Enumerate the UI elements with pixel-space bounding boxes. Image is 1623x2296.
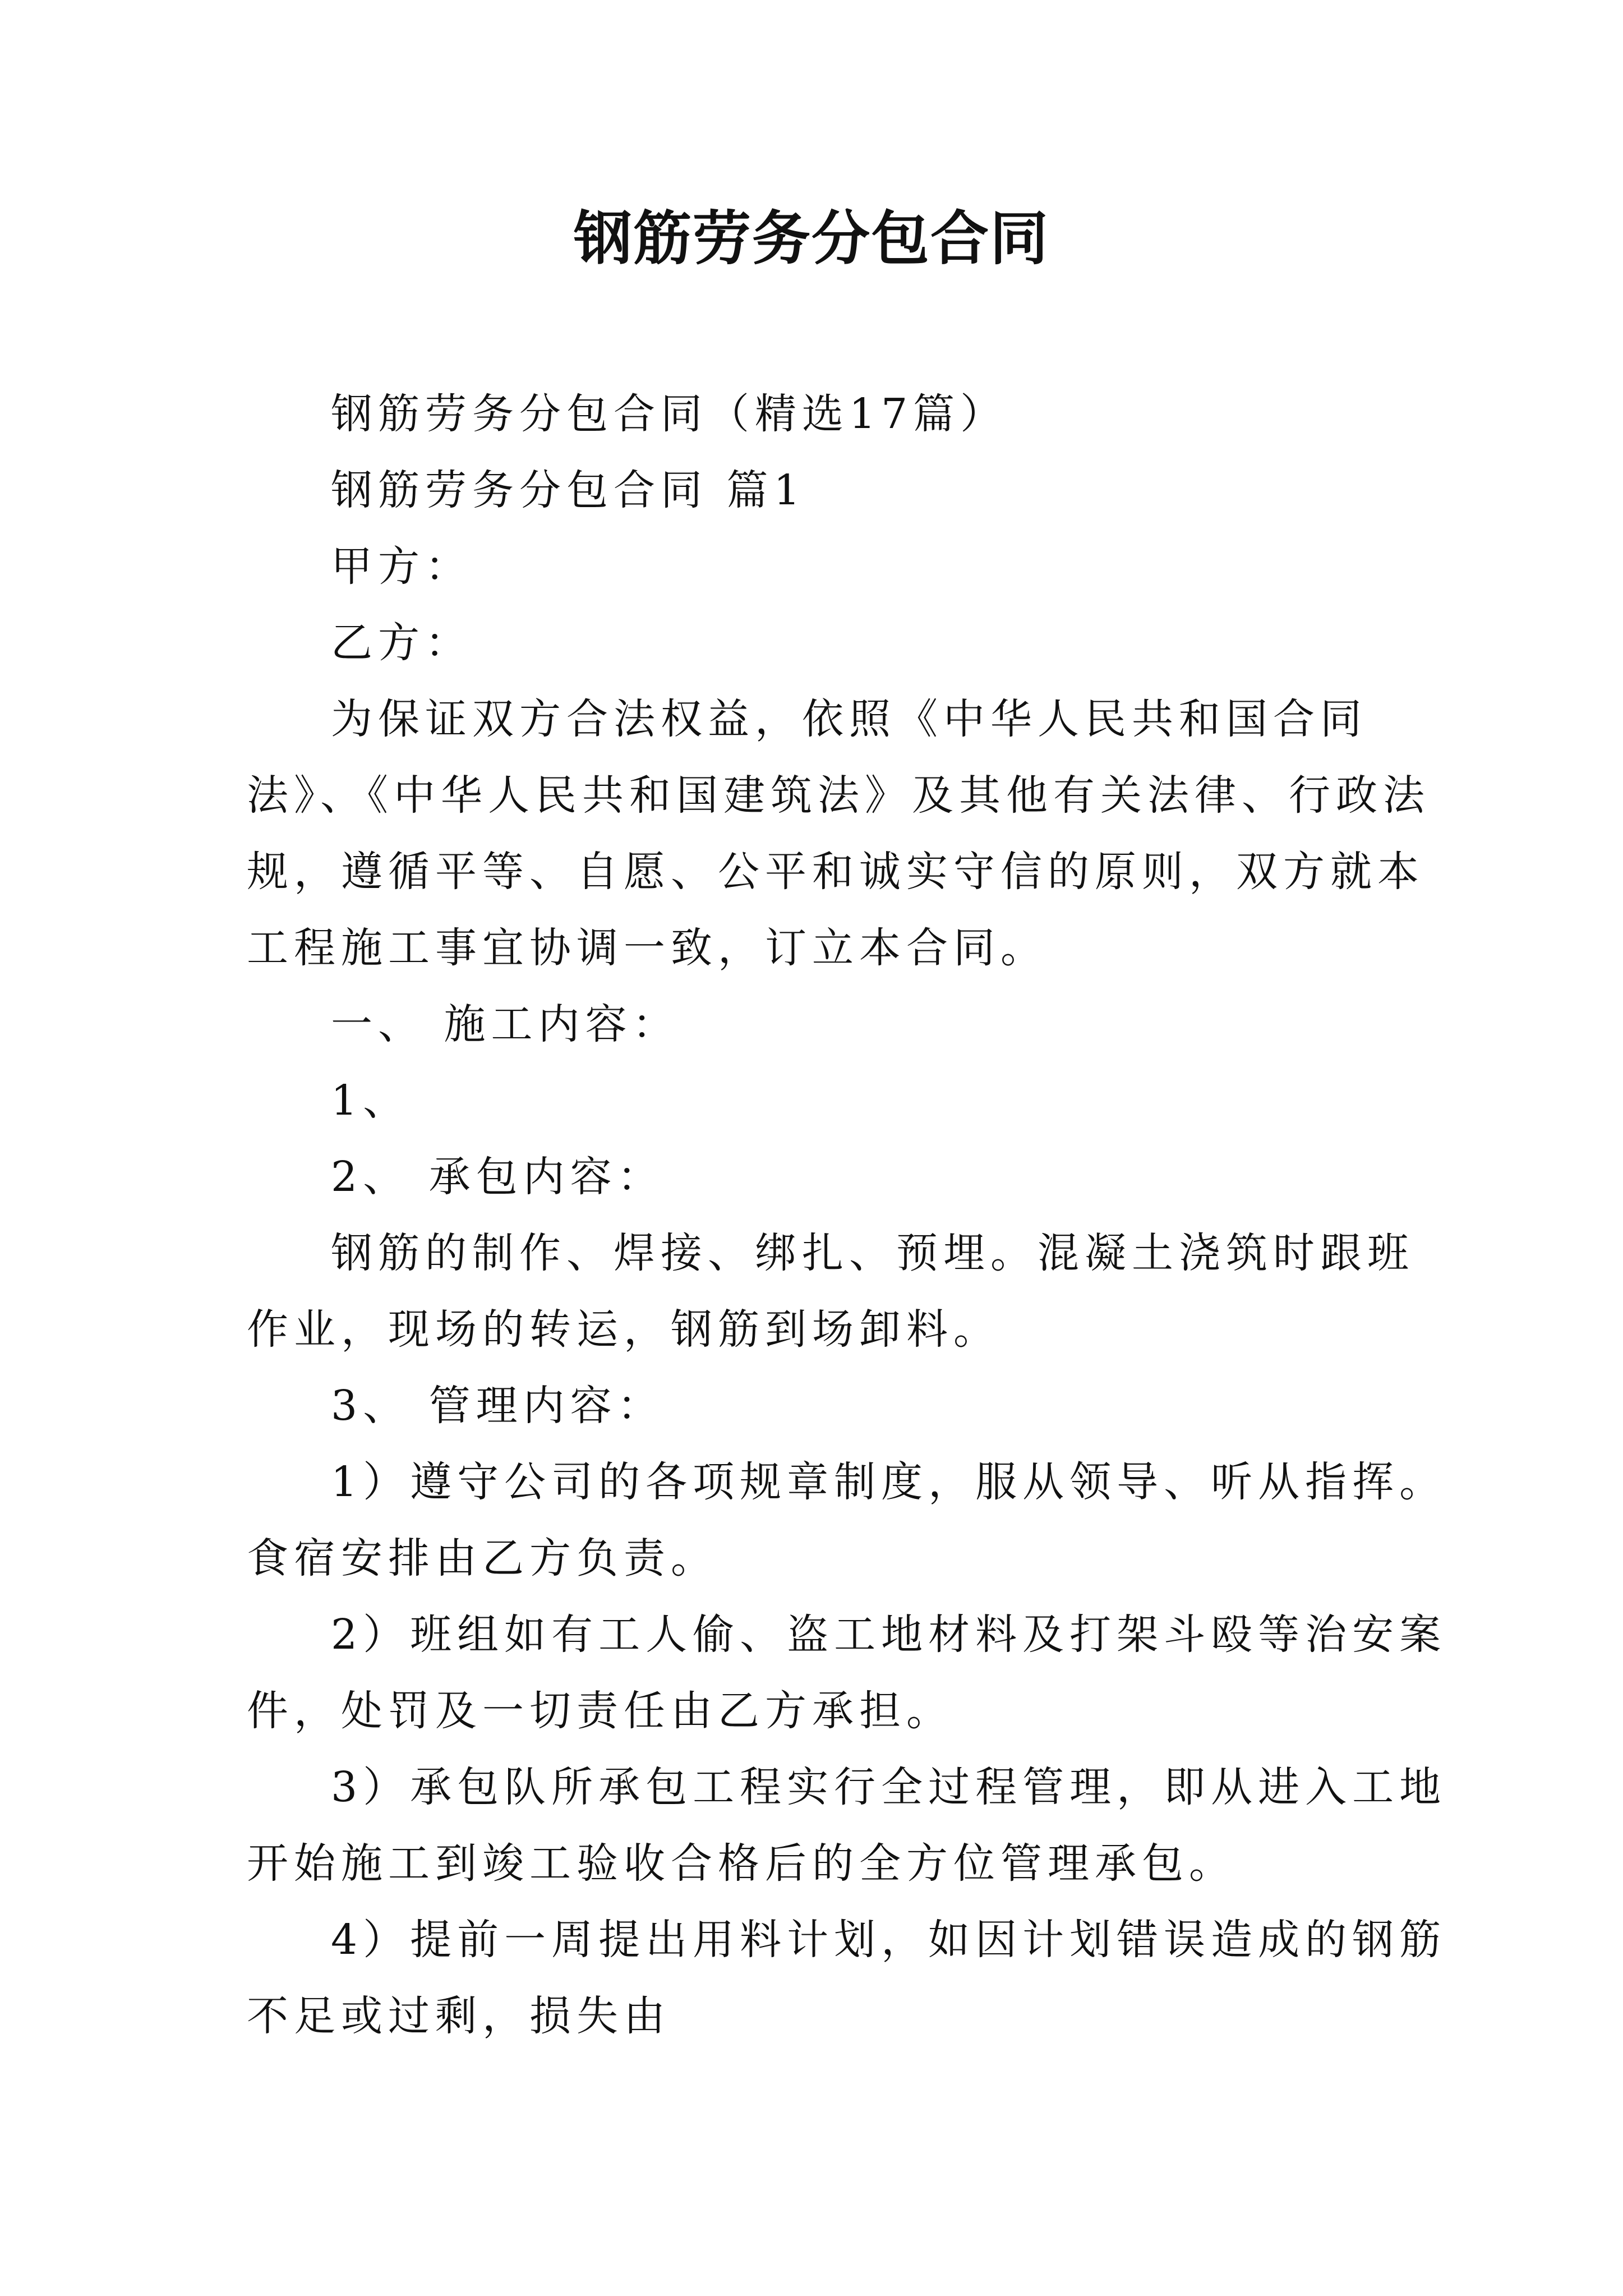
paragraph: 4）提前一周提出用料计划，如因计划错误造成的钢筋不足或过剩，损失由 <box>247 1916 1447 2040</box>
paragraph: 钢筋的制作、焊接、绑扎、预埋。混凝土浇筑时跟班作业，现场的转运，钢筋到场卸料。 <box>247 1229 1414 1354</box>
document-body <box>247 376 1447 2054</box>
paragraph: 1、 <box>331 1076 411 1125</box>
paragraph: 钢筋劳务分包合同（精选17篇） <box>331 390 1008 438</box>
paragraph: 钢筋劳务分包合同 篇1 <box>331 466 806 514</box>
paragraph: 3）承包队所承包工程实行全过程管理，即从进入工地开始施工到竣工验收合格后的全方位管理承包。 <box>247 1763 1447 1888</box>
paragraph: 2、 承包内容： <box>331 1153 665 1201</box>
paragraph: 甲方： <box>331 542 472 591</box>
paragraph: 3、 管理内容： <box>331 1382 665 1430</box>
paragraph: 乙方： <box>331 619 472 667</box>
paragraph: 为保证双方合法权益，依照《中华人民共和国合同法》、《中华人民共和国建筑法》及其他有关法律、行政法规，遵循平等、自愿、公平和诚实守信的原则，双方就本工程施工事宜协调一致，订立本合同。 <box>247 695 1430 972</box>
paragraph: 一、 施工内容： <box>331 1000 680 1048</box>
document-title: 钢筋劳务分包合同 <box>573 204 1049 273</box>
paragraph: 1）遵守公司的各项规章制度，服从领导、听从指挥。食宿安排由乙方负责。 <box>247 1458 1447 1582</box>
paragraph: 2）班组如有工人偷、盗工地材料及打架斗殴等治安案件，处罚及一切责任由乙方承担。 <box>247 1611 1447 1735</box>
